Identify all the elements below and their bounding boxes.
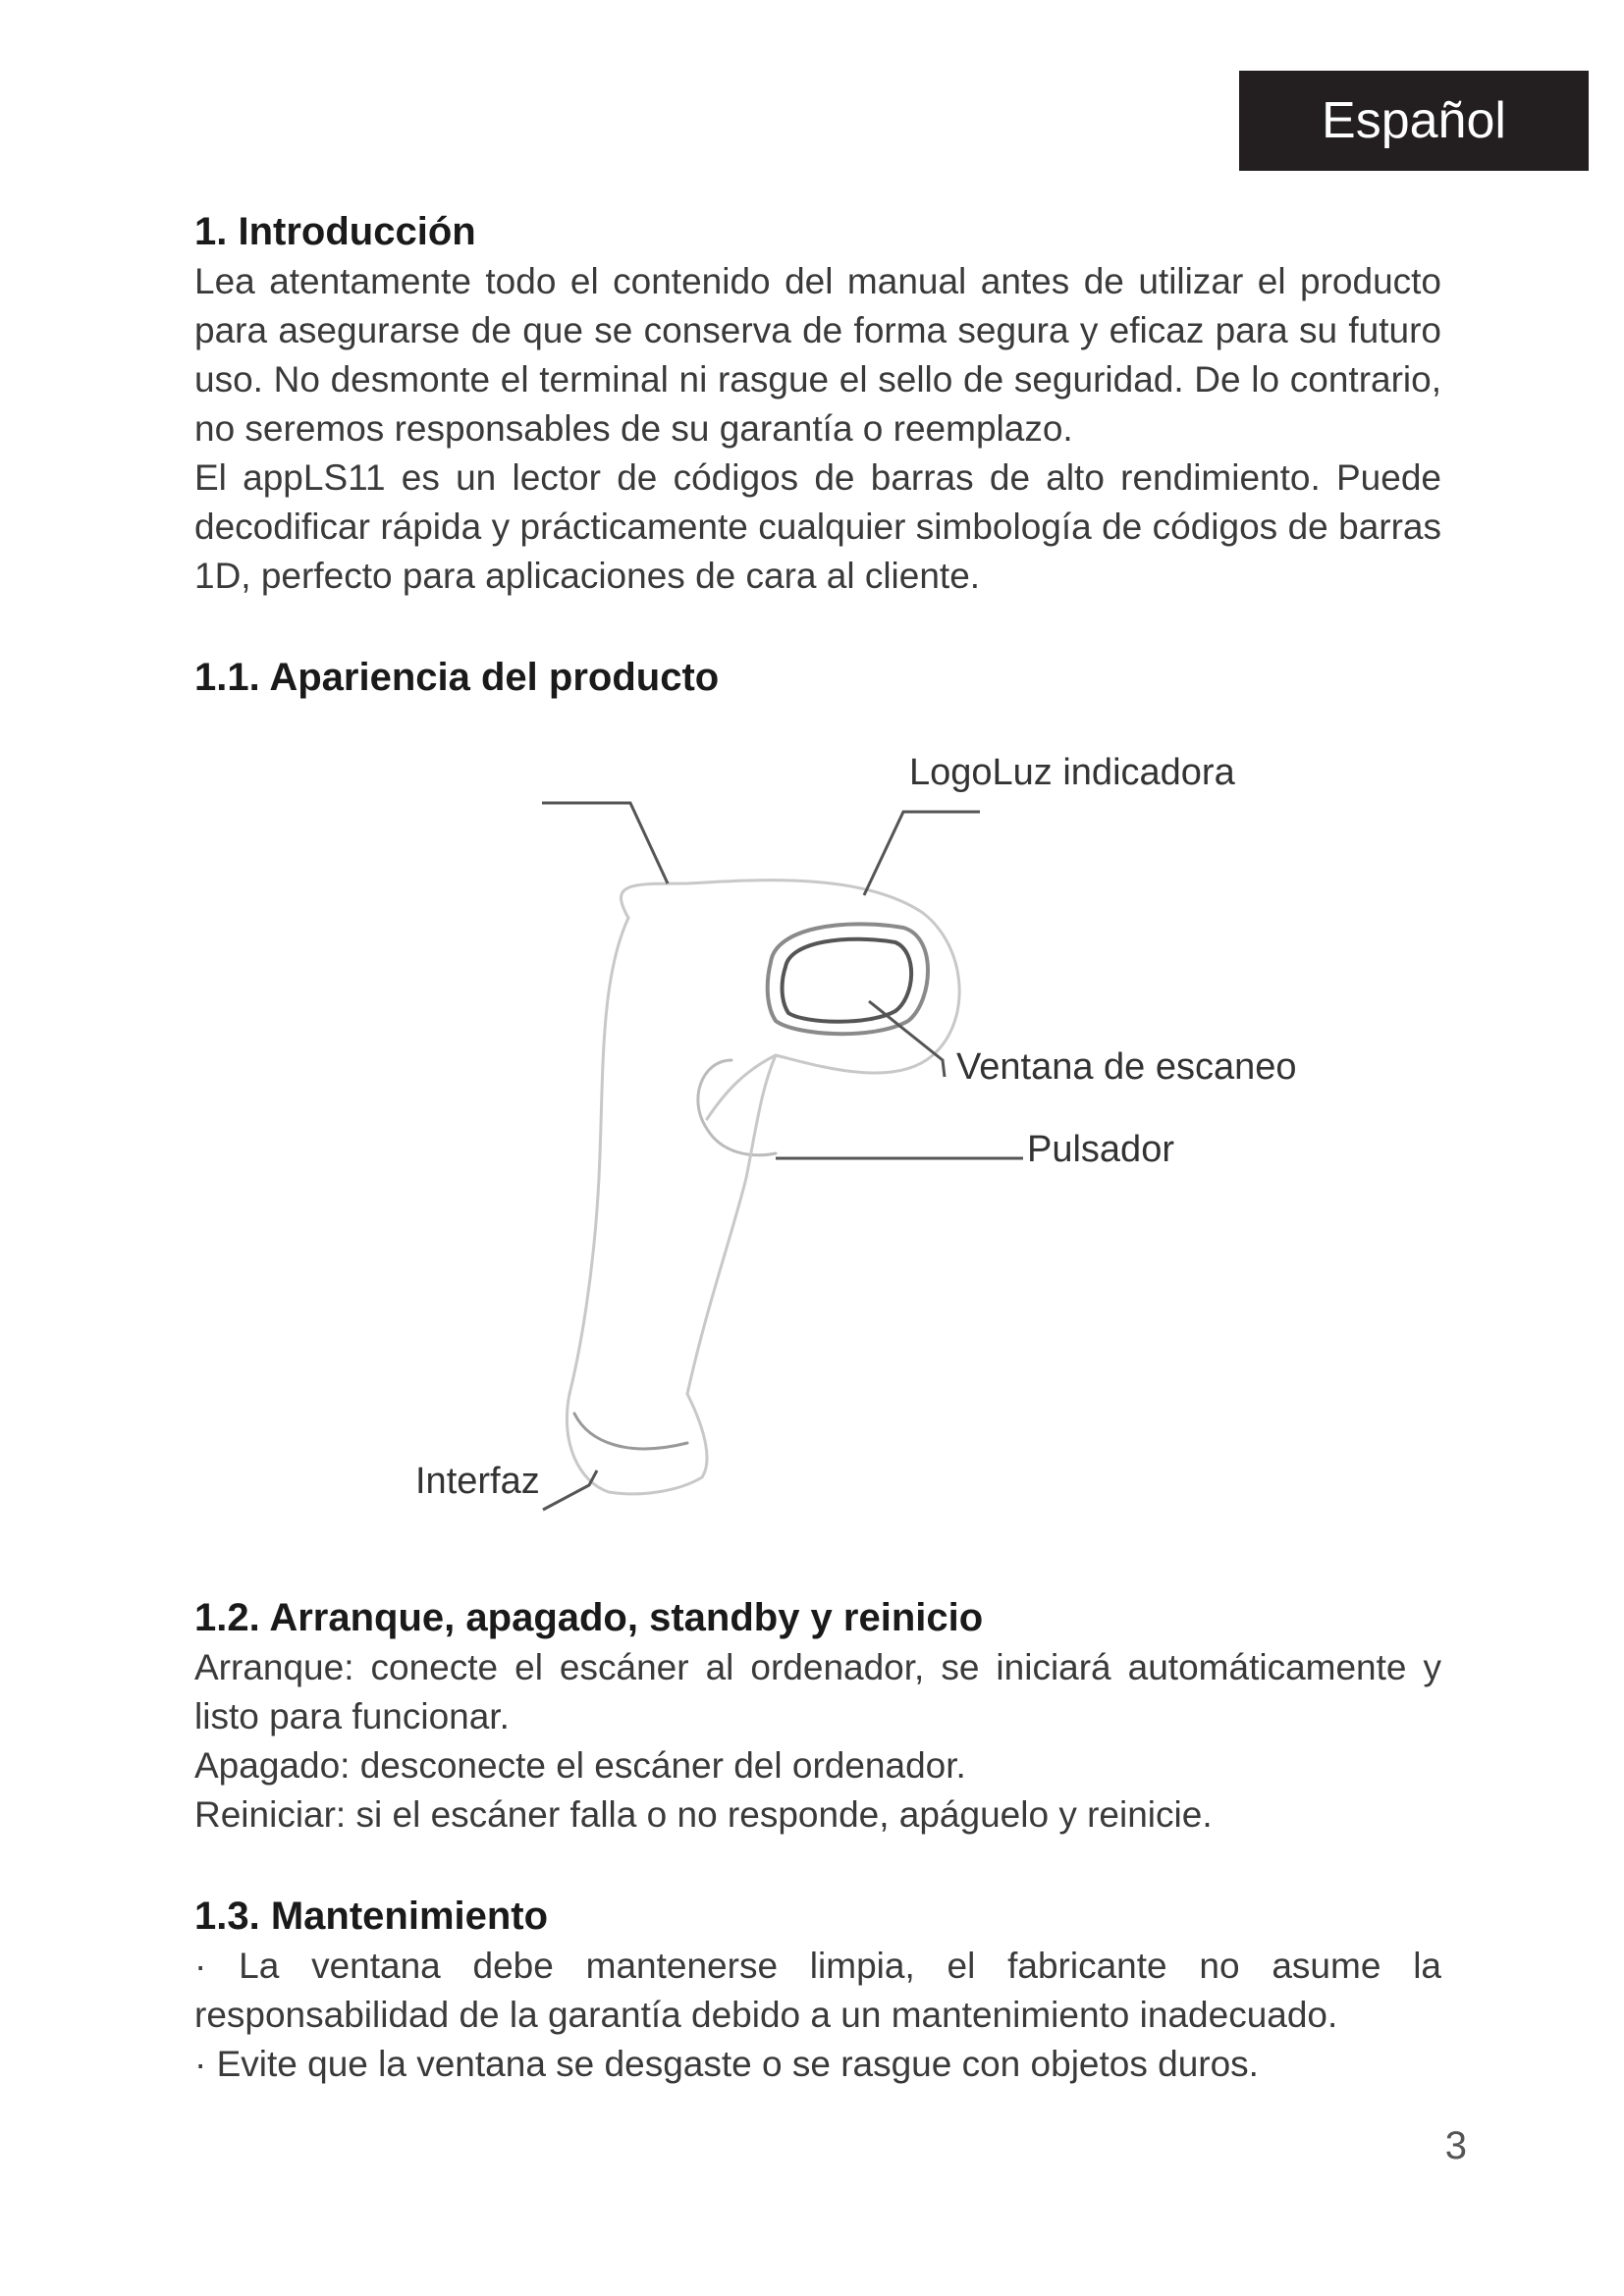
startup-line-3: Reiniciar: si el escáner falla o no responde, apáguelo y reinicie. [194, 1794, 1213, 1835]
label-scan-window: Ventana de escaneo [956, 1046, 1297, 1088]
page-number: 3 [1444, 2124, 1467, 2167]
label-interface: Interfaz [415, 1461, 540, 1502]
maintenance-line-1: · La ventana debe mantenerse limpia, el fabricante no asume la responsabilidad de la garantía debido a un mantenimiento inadecuado. [194, 1946, 1441, 2035]
maintenance-line-2: · Evite que la ventana se desgaste o se rasgue con objetos duros. [194, 2044, 1259, 2084]
language-tab: Español [1239, 71, 1589, 171]
section-title: 1.3. Mantenimiento [194, 1895, 549, 1938]
section-introduction [194, 206, 1441, 601]
section-title: 1.2. Arranque, apagado, standby y reinicio [194, 1596, 984, 1639]
intro-paragraph-2: El appLS11 es un lector de códigos de barras de alto rendimiento. Puede decodificar rápida y prácticamente cualquier simbología de códigos de barras 1D, perfecto para aplicaciones de cara al cliente. [194, 457, 1441, 596]
section-startup [194, 1592, 1441, 1840]
startup-line-1: Arranque: conecte el escáner al ordenador, se iniciará automáticamente y listo para funcionar. [194, 1647, 1441, 1736]
section-title: 1.1. Apariencia del producto [194, 656, 720, 699]
section-appearance [194, 652, 1441, 703]
section-maintenance [194, 1891, 1441, 2089]
intro-paragraph-1: Lea atentamente todo el contenido del manual antes de utilizar el producto para asegurarse de que se conserva de forma segura y eficaz para su futuro uso. No desmonte el terminal ni rasgue el sello de seguridad. De lo contrario, no seremos responsables de su garantía o reemplazo. [194, 261, 1441, 449]
section-title: 1. Introducción [194, 210, 476, 253]
startup-line-2: Apagado: desconecte el escáner del ordenador. [194, 1745, 966, 1786]
label-logo-light: LogoLuz indicadora [909, 752, 1235, 793]
label-trigger: Pulsador [1027, 1129, 1174, 1170]
